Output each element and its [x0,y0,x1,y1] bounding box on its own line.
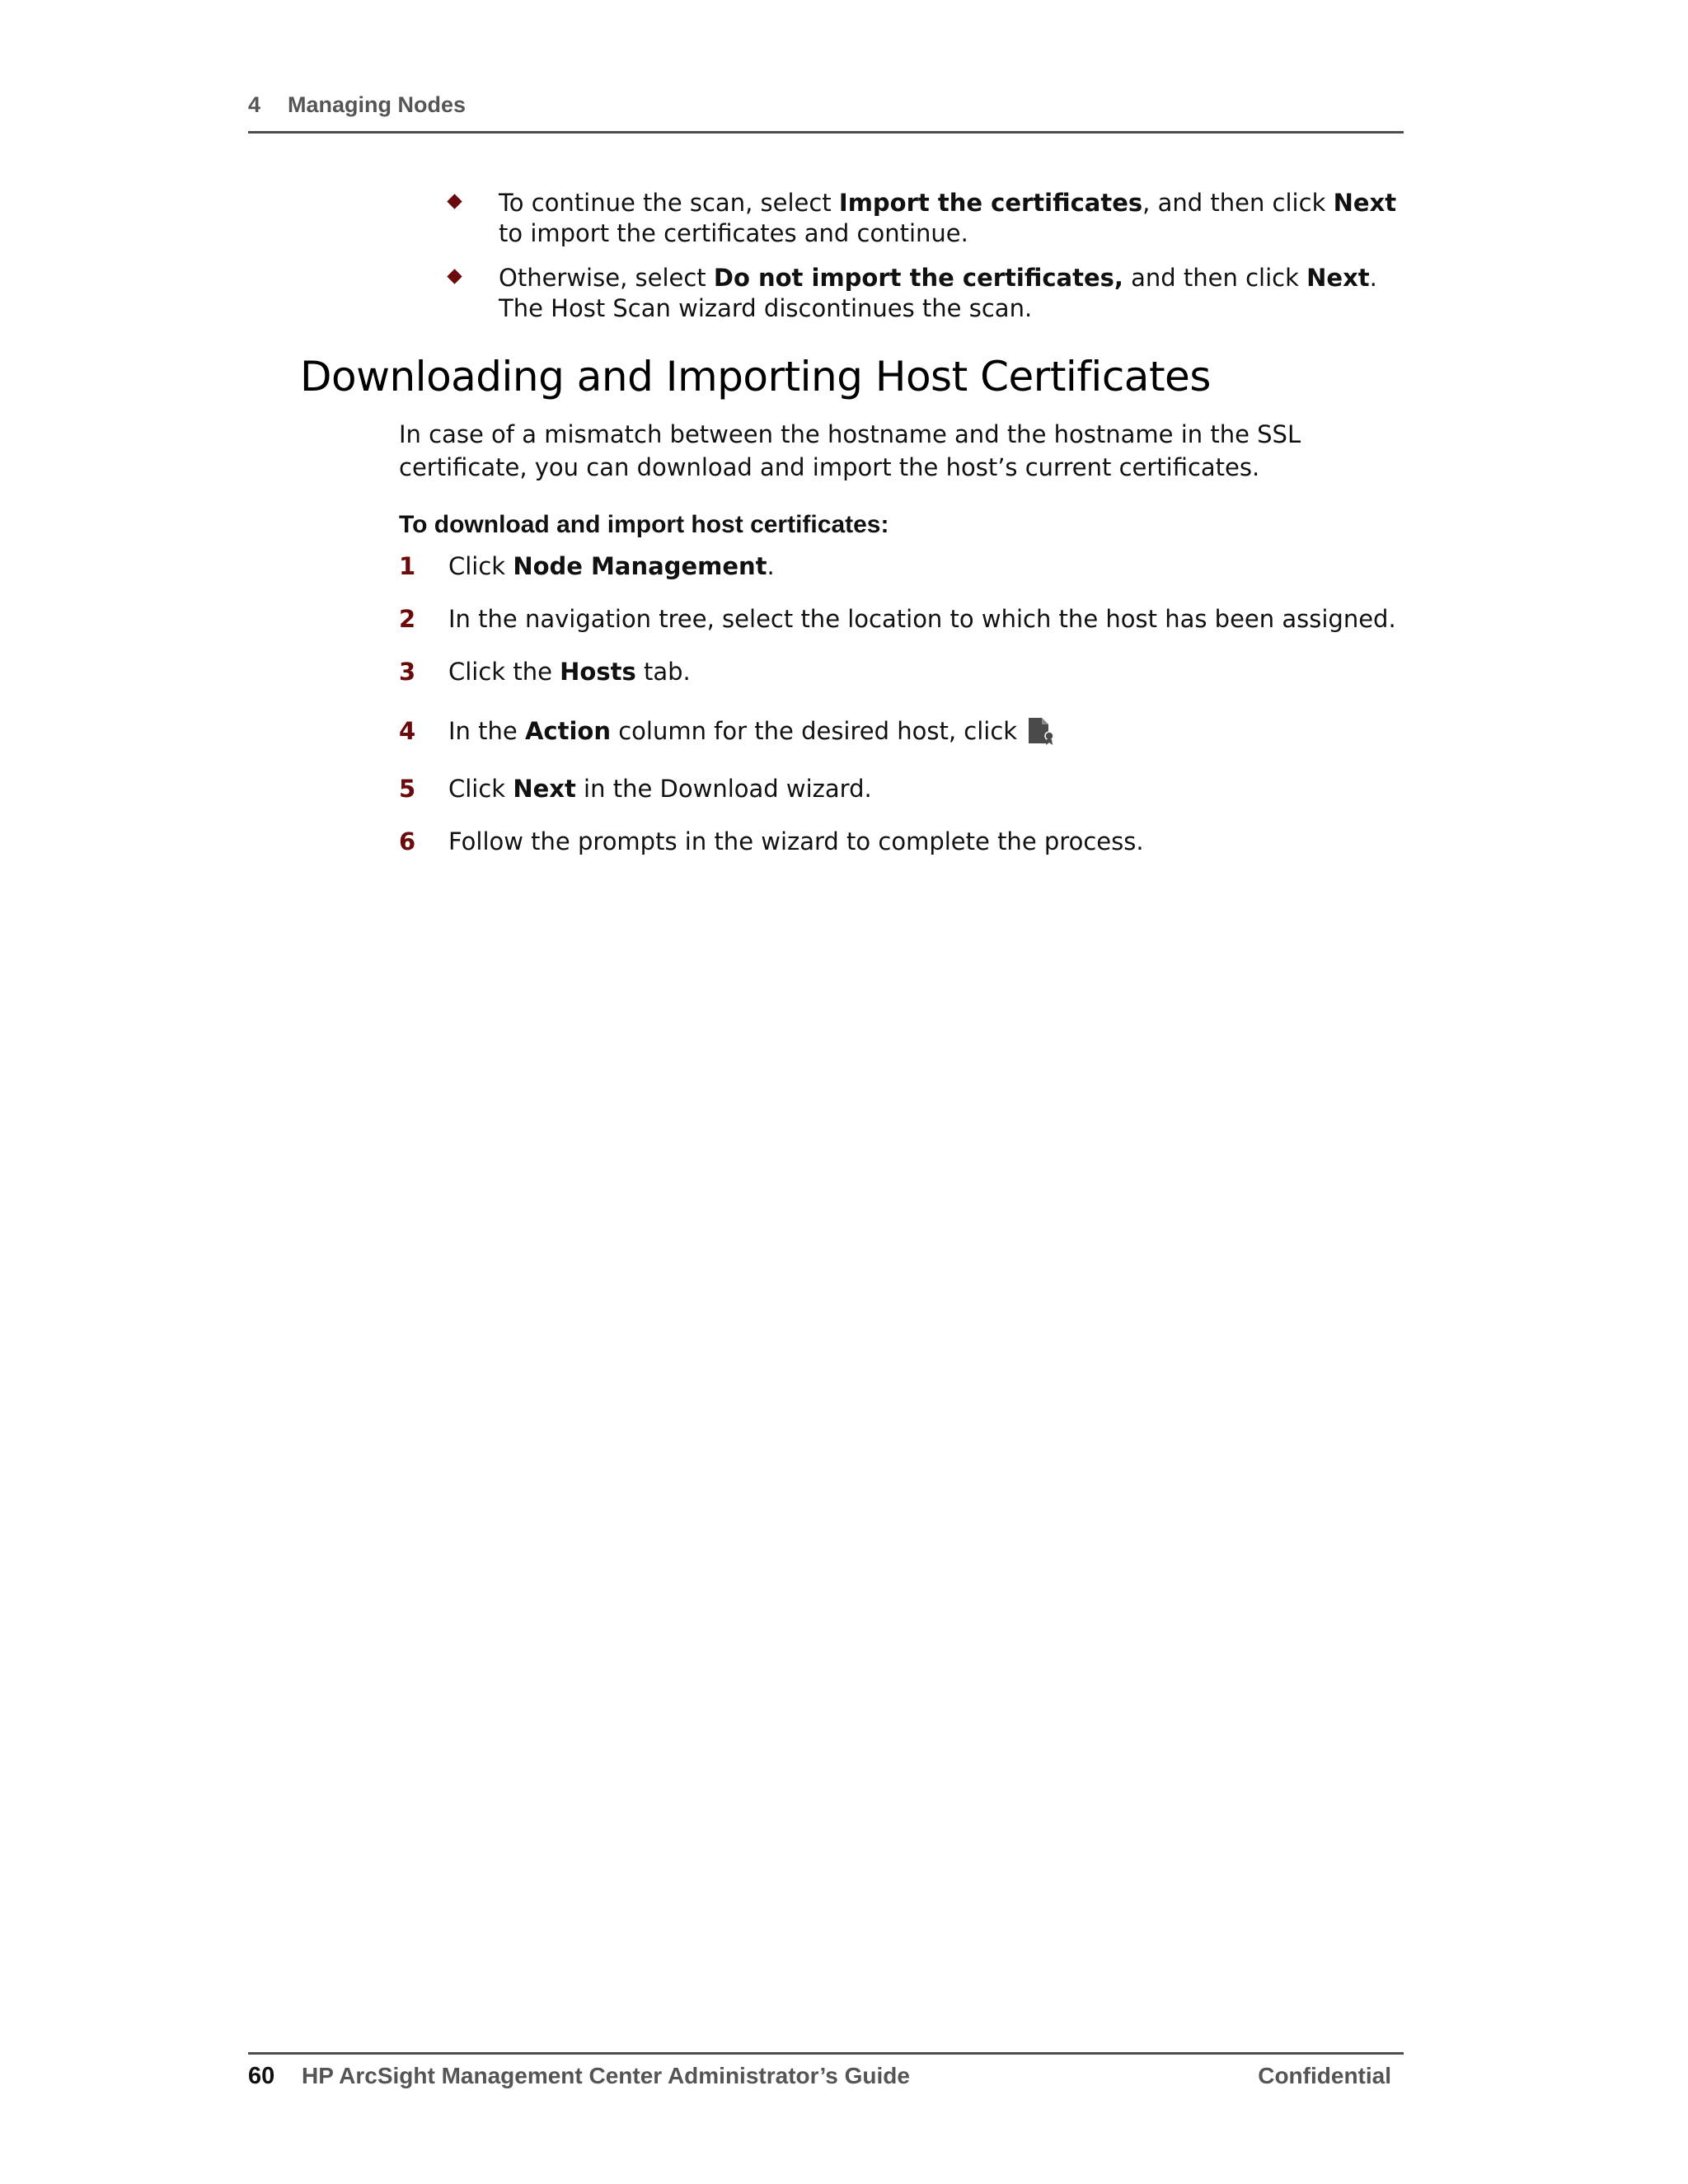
step-number: 4 [399,717,416,745]
classification-label: Confidential [1258,2063,1391,2088]
step-text: Click Next in the Download wizard. [448,775,872,803]
step-number: 3 [399,658,416,686]
step-number: 5 [399,775,416,803]
document-title: HP ArcSight Management Center Administrator’s Guide [302,2063,910,2088]
intro-paragraph: In case of a mismatch between the hostname and the hostname in the SSL certificate, you can download and import the host’s current certificates. [399,420,1301,481]
bullet-text: Otherwise, select Do not import the certificates, and then click Next. The Host Scan wizard discontinues the scan. [499,264,1377,322]
procedure-heading: To download and import host certificates: [399,511,889,538]
bullet-text: To continue the scan, select Import the certificates, and then click Next to import the certificates and continue. [499,189,1397,247]
diamond-bullet-icon [447,194,462,209]
step-text: In the navigation tree, select the location to which the host has been assigned. [448,605,1396,633]
chapter-number: 4 [248,92,261,117]
step-text: Click Node Management. [448,552,775,580]
diamond-bullet-icon [447,269,462,284]
download-certificate-icon [1027,716,1055,753]
step-text: Follow the prompts in the wizard to complete the process. [448,827,1144,855]
running-header [248,92,1404,134]
step-number: 6 [399,827,416,855]
step-number: 2 [399,605,416,633]
chapter-title: Managing Nodes [288,92,467,117]
step-text: In the Action column for the desired host, click [448,715,1404,753]
page-number: 60 [248,2063,275,2089]
step-text: Click the Hosts tab. [448,658,691,686]
step-number: 1 [399,552,416,580]
running-footer [248,2052,1404,2088]
section-title: Downloading and Importing Host Certificates [300,353,1211,401]
